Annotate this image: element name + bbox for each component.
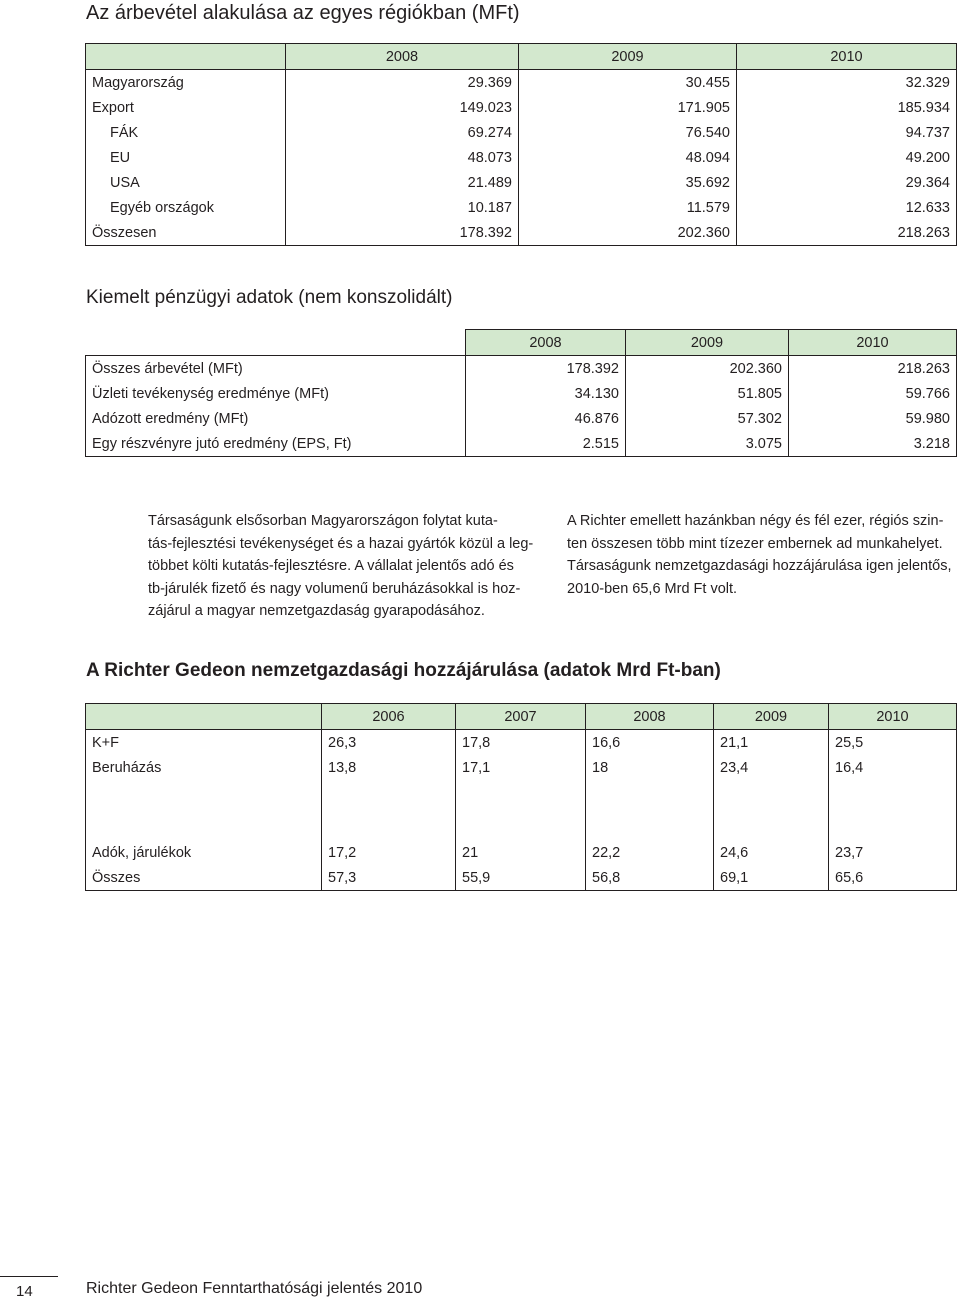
cell-value: 69,1 <box>714 865 829 891</box>
table-gap-row <box>86 780 957 840</box>
table-row <box>86 840 957 865</box>
cell-value: 17,2 <box>322 840 456 865</box>
revenue-by-region-table <box>85 43 957 246</box>
section1-title: Az árbevétel alakulása az egyes régiókban (MFt) <box>86 2 520 24</box>
cell-value: 24,6 <box>714 840 829 865</box>
cell-value: 32.329 <box>737 70 957 96</box>
table-row <box>86 865 957 891</box>
table-row <box>86 730 957 756</box>
row-label: Magyarország <box>86 70 286 96</box>
cell-value: 22,2 <box>586 840 714 865</box>
cell-value: 48.073 <box>286 145 519 170</box>
cell-value: 21 <box>456 840 586 865</box>
table-header-row <box>86 44 957 70</box>
row-label: K+F <box>86 730 322 756</box>
cell-value: 171.905 <box>519 95 737 120</box>
year-header: 2009 <box>714 704 829 730</box>
cell-value: 65,6 <box>829 865 957 891</box>
cell-value: 23,7 <box>829 840 957 865</box>
row-label: Adók, járulékok <box>86 840 322 865</box>
year-header: 2008 <box>286 44 519 70</box>
table-row <box>86 356 957 382</box>
cell-value: 59.980 <box>789 406 957 431</box>
cell-value: 218.263 <box>789 356 957 382</box>
row-label: Egy részvényre jutó eredmény (EPS, Ft) <box>86 431 466 457</box>
row-label: Összes árbevétel (MFt) <box>86 356 466 382</box>
cell-value: 16,4 <box>829 755 957 780</box>
table-row <box>86 195 957 220</box>
cell-value: 11.579 <box>519 195 737 220</box>
table-header-row <box>86 704 957 730</box>
paragraph-line: ten összesen több mint tízezer embernek ad munkahelyet. <box>567 535 943 552</box>
cell-value: 178.392 <box>286 220 519 246</box>
cell-value: 17,1 <box>456 755 586 780</box>
cell-value: 2.515 <box>466 431 626 457</box>
cell-value: 202.360 <box>626 356 789 382</box>
row-label: Adózott eredmény (MFt) <box>86 406 466 431</box>
cell-value: 35.692 <box>519 170 737 195</box>
paragraph-line: 2010-ben 65,6 Mrd Ft volt. <box>567 580 738 597</box>
year-header: 2010 <box>789 330 957 356</box>
cell-value: 23,4 <box>714 755 829 780</box>
cell-value: 94.737 <box>737 120 957 145</box>
table-row <box>86 220 957 246</box>
cell-value: 12.633 <box>737 195 957 220</box>
row-label: Összesen <box>86 220 286 246</box>
row-label: Beruházás <box>86 755 322 780</box>
financial-data-table <box>85 329 957 457</box>
cell-value: 57.302 <box>626 406 789 431</box>
economic-contribution-table <box>85 703 957 891</box>
cell-value: 57,3 <box>322 865 456 891</box>
right-paragraph <box>567 510 952 600</box>
cell-value: 51.805 <box>626 381 789 406</box>
paragraph-line: Társaságunk nemzetgazdasági hozzájárulása igen jelentős, <box>567 558 952 575</box>
cell-value: 26,3 <box>322 730 456 756</box>
table-row <box>86 70 957 96</box>
cell-value: 10.187 <box>286 195 519 220</box>
table-row <box>86 381 957 406</box>
row-label: USA <box>86 170 286 195</box>
paragraph-line: tás-fejlesztési tevékenységet és a hazai gyártók közül a leg- <box>148 535 534 552</box>
year-header: 2007 <box>456 704 586 730</box>
paragraph-line: tb-járulék fizető és nagy volumenű beruházásokkal is hoz- <box>148 580 521 597</box>
cell-value: 3.075 <box>626 431 789 457</box>
year-header: 2009 <box>519 44 737 70</box>
row-label: Üzleti tevékenység eredménye (MFt) <box>86 381 466 406</box>
row-label: Export <box>86 95 286 120</box>
year-header: 2010 <box>829 704 957 730</box>
cell-value: 69.274 <box>286 120 519 145</box>
table-row <box>86 170 957 195</box>
cell-value: 202.360 <box>519 220 737 246</box>
cell-value: 13,8 <box>322 755 456 780</box>
cell-value: 29.369 <box>286 70 519 96</box>
cell-value: 178.392 <box>466 356 626 382</box>
cell-value: 21.489 <box>286 170 519 195</box>
paragraph-line: többet költi kutatás-fejlesztésre. A vállalat jelentős adó és <box>148 558 514 575</box>
cell-value: 56,8 <box>586 865 714 891</box>
cell-value: 149.023 <box>286 95 519 120</box>
cell-value: 218.263 <box>737 220 957 246</box>
cell-value: 48.094 <box>519 145 737 170</box>
table-row <box>86 145 957 170</box>
footer-text: Richter Gedeon Fenntarthatósági jelentés 2010 <box>86 1280 423 1297</box>
cell-value: 55,9 <box>456 865 586 891</box>
cell-value: 21,1 <box>714 730 829 756</box>
table-row <box>86 406 957 431</box>
table-header-row <box>86 330 957 356</box>
cell-value: 3.218 <box>789 431 957 457</box>
row-label: Összes <box>86 865 322 891</box>
cell-value: 34.130 <box>466 381 626 406</box>
cell-value: 18 <box>586 755 714 780</box>
section3-title: A Richter Gedeon nemzetgazdasági hozzájárulása (adatok Mrd Ft-ban) <box>86 660 721 681</box>
year-header: 2009 <box>626 330 789 356</box>
cell-value: 185.934 <box>737 95 957 120</box>
row-label: EU <box>86 145 286 170</box>
cell-value: 49.200 <box>737 145 957 170</box>
row-label: FÁK <box>86 120 286 145</box>
year-header: 2008 <box>466 330 626 356</box>
paragraph-line: zájárul a magyar nemzetgazdaság gyarapodásához. <box>148 603 485 620</box>
cell-value: 16,6 <box>586 730 714 756</box>
cell-value: 59.766 <box>789 381 957 406</box>
cell-value: 76.540 <box>519 120 737 145</box>
row-label: Egyéb országok <box>86 195 286 220</box>
table-row <box>86 120 957 145</box>
section2-title: Kiemelt pénzügyi adatok (nem konszolidált) <box>86 287 453 308</box>
table-row <box>86 755 957 780</box>
cell-value: 46.876 <box>466 406 626 431</box>
year-header: 2008 <box>586 704 714 730</box>
year-header: 2006 <box>322 704 456 730</box>
cell-value: 17,8 <box>456 730 586 756</box>
paragraph-line: A Richter emellett hazánkban négy és fél ezer, régiós szin- <box>567 513 944 529</box>
cell-value: 29.364 <box>737 170 957 195</box>
paragraph-line: Társaságunk elsősorban Magyarországon folytat kuta- <box>148 513 498 529</box>
page-number: 14 <box>16 1283 33 1300</box>
cell-value: 30.455 <box>519 70 737 96</box>
cell-value: 25,5 <box>829 730 957 756</box>
table-row <box>86 431 957 457</box>
footer-divider <box>0 1276 58 1277</box>
left-paragraph <box>148 510 533 623</box>
table-row <box>86 95 957 120</box>
year-header: 2010 <box>737 44 957 70</box>
